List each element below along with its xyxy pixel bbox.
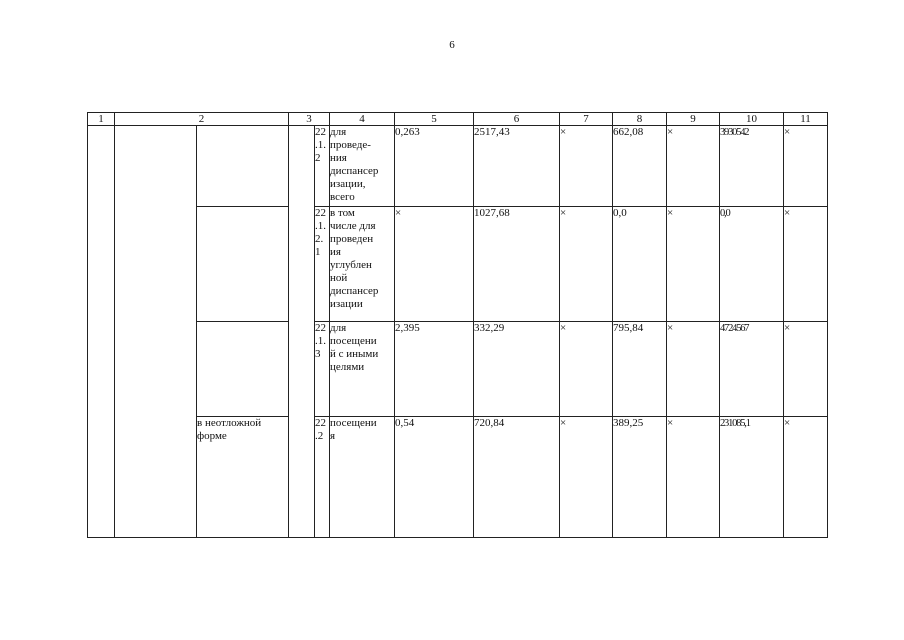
col3a-merged-cell	[289, 126, 315, 538]
row3-col5-cell: 2,395	[395, 322, 474, 417]
row2-code-cell: 22 .1. 2. 1	[315, 207, 330, 322]
table-row	[88, 322, 828, 417]
col2a-merged-cell	[115, 126, 197, 538]
row2-col9-cell: ×	[667, 207, 720, 322]
page-number: 6	[449, 39, 455, 51]
header-row	[88, 113, 828, 126]
row2-col8-cell: 0,0	[613, 207, 667, 322]
row4-code-cell: 22 .2	[315, 417, 330, 538]
row3-col11-cell: ×	[784, 322, 828, 417]
header-cell-4: 4	[330, 113, 395, 126]
header-cell-3: 3	[289, 113, 330, 126]
row3-col8-cell: 795,84	[613, 322, 667, 417]
header-cell-9: 9	[667, 113, 720, 126]
row2-col5-cell: ×	[395, 207, 474, 322]
row2-col7-cell: ×	[560, 207, 613, 322]
row2-col10-cell: 0,0	[720, 207, 784, 322]
row2-col6-cell: 1027,68	[474, 207, 560, 322]
row1-col8-cell: 662,08	[613, 126, 667, 207]
row1-col11-cell: ×	[784, 126, 828, 207]
row2-col11-cell: ×	[784, 207, 828, 322]
header-cell-11: 11	[784, 113, 828, 126]
row1-code-cell: 22 .1. 2	[315, 126, 330, 207]
row3-col10-cell: 4724567	[720, 322, 784, 417]
header-cell-7: 7	[560, 113, 613, 126]
row4-description-cell: посещени я	[330, 417, 395, 538]
row3-col9-cell: ×	[667, 322, 720, 417]
row1-col9-cell: ×	[667, 126, 720, 207]
row3-description-cell: для посещени й с иными целями	[330, 322, 395, 417]
row3-code-cell: 22 .1. 3	[315, 322, 330, 417]
header-cell-1: 1	[88, 113, 115, 126]
row4-col8-cell: 389,25	[613, 417, 667, 538]
row4-col9-cell: ×	[667, 417, 720, 538]
row1-col6-cell: 2517,43	[474, 126, 560, 207]
row4-col10-cell: 231085,1	[720, 417, 784, 538]
row4-col5-cell: 0,54	[395, 417, 474, 538]
data-table	[87, 112, 828, 538]
row4-col11-cell: ×	[784, 417, 828, 538]
row3-col2-cell	[197, 322, 289, 417]
row1-description-cell: для проведе- ния диспансер изации, всего	[330, 126, 395, 207]
table-row	[88, 417, 828, 538]
row1-col10-cell: 3930542	[720, 126, 784, 207]
row4-col7-cell: ×	[560, 417, 613, 538]
header-cell-8: 8	[613, 113, 667, 126]
row1-col7-cell: ×	[560, 126, 613, 207]
row2-description-cell: в том числе для проведен ия углублен ной диспансер изации	[330, 207, 395, 322]
table-row	[88, 126, 828, 207]
header-cell-10: 10	[720, 113, 784, 126]
row4-col2-cell: в неотложной форме	[197, 417, 289, 538]
row1-col2-cell	[197, 126, 289, 207]
row4-col6-cell: 720,84	[474, 417, 560, 538]
row3-col6-cell: 332,29	[474, 322, 560, 417]
row2-col2-cell	[197, 207, 289, 322]
row1-col5-cell: 0,263	[395, 126, 474, 207]
row3-col7-cell: ×	[560, 322, 613, 417]
col1-merged-cell	[88, 126, 115, 538]
header-cell-5: 5	[395, 113, 474, 126]
table-row	[88, 207, 828, 322]
header-cell-6: 6	[474, 113, 560, 126]
header-cell-2: 2	[115, 113, 289, 126]
